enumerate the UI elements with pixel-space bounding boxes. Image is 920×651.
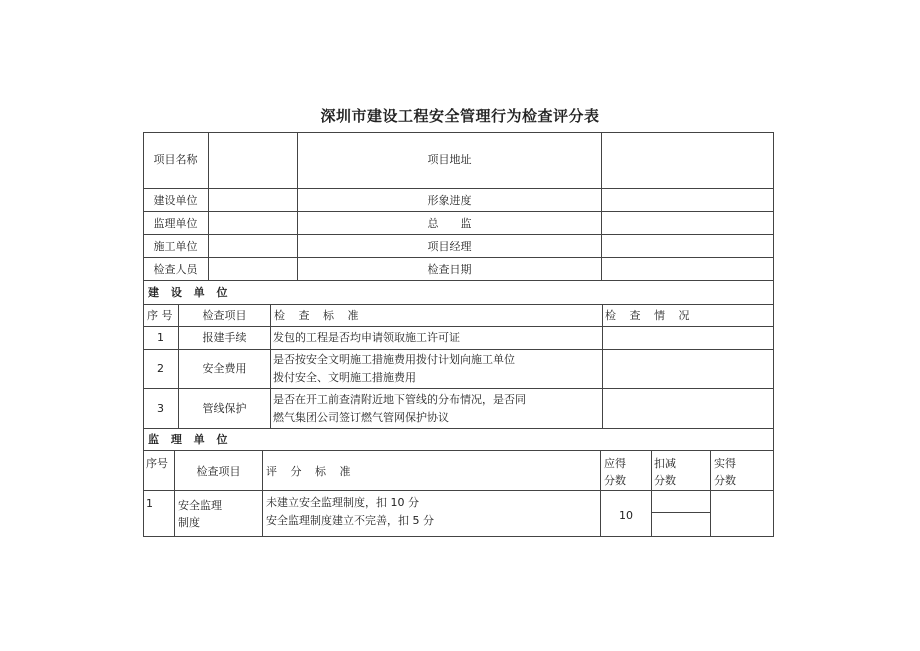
page-title: 深圳市建设工程安全管理行为检查评分表 [320, 107, 600, 125]
col-due-score: 应得 [604, 457, 626, 470]
col-check-status: 检 查 情 况 [605, 309, 695, 322]
project-name-label: 项目名称 [153, 153, 198, 166]
table-row-no: 1 [157, 331, 164, 344]
inspection-score-table [143, 132, 774, 537]
construction-unit-label: 建设单位 [153, 194, 198, 207]
table-row-no: 3 [157, 402, 164, 415]
inspector-label: 检查人员 [153, 263, 198, 276]
table-row-standard: 是否在开工前查清附近地下管线的分布情况，是否同 [273, 393, 526, 406]
supervision-unit-label: 监理单位 [153, 217, 198, 230]
chief-supervisor-label: 总 监 [427, 217, 472, 230]
col-no: 序号 [146, 457, 168, 470]
col-deduct-score: 分数 [654, 474, 676, 487]
section-construction-unit-title: 建 设 单 位 [148, 286, 232, 299]
table-row-no: 1 [146, 497, 153, 510]
project-manager-label: 项目经理 [427, 240, 472, 253]
project-address-label: 项目地址 [427, 153, 472, 166]
table-row-standard: 是否按安全文明施工措施费用拨付计划向施工单位 [273, 353, 515, 366]
progress-label: 形象进度 [427, 194, 472, 207]
col-check-standard: 检 查 标 准 [274, 309, 364, 322]
table-row-standard: 燃气集团公司签订燃气管网保护协议 [273, 411, 449, 424]
table-row-item: 报建手续 [202, 331, 247, 344]
contractor-unit-label: 施工单位 [153, 240, 198, 253]
col-actual-score: 分数 [714, 474, 736, 487]
table-row-item: 管线保护 [202, 402, 247, 415]
col-score-standard: 评 分 标 准 [266, 465, 356, 478]
col-check-item: 检查项目 [196, 465, 241, 478]
col-due-score: 分数 [604, 474, 626, 487]
table-row-item: 安全监理 [178, 499, 222, 512]
table-row-standard: 安全监理制度建立不完善，扣 5 分 [266, 514, 434, 527]
table-row-standard: 拨付安全、文明施工措施费用 [273, 371, 416, 384]
section-supervision-unit-title: 监 理 单 位 [148, 433, 232, 446]
col-deduct-score: 扣减 [654, 457, 676, 470]
table-row-item: 制度 [178, 516, 200, 529]
inspection-date-label: 检查日期 [427, 263, 472, 276]
col-no: 序 号 [147, 309, 173, 322]
col-actual-score: 实得 [714, 457, 736, 470]
table-row-standard: 发包的工程是否均申请领取施工许可证 [273, 331, 460, 344]
due-score-value: 10 [619, 509, 633, 522]
table-row-no: 2 [157, 362, 164, 375]
table-row-item: 安全费用 [202, 362, 247, 375]
col-check-item: 检查项目 [202, 309, 247, 322]
table-row-standard: 未建立安全监理制度，扣 10 分 [266, 496, 419, 509]
